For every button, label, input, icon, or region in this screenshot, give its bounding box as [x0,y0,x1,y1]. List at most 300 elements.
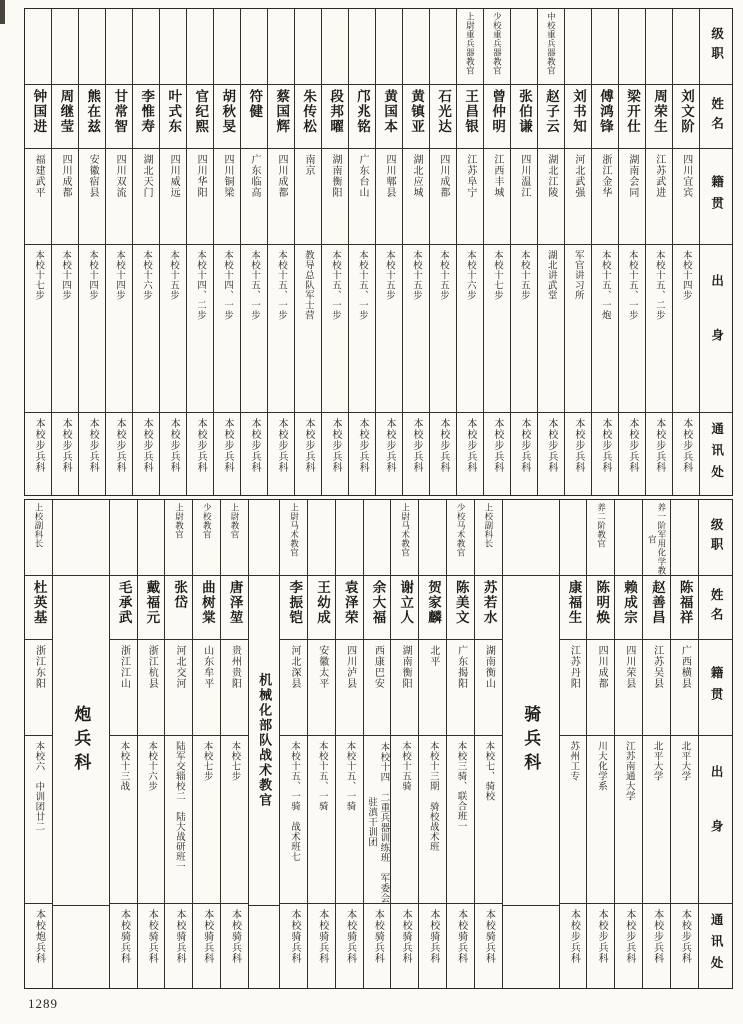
person-name-cell [419,576,446,640]
person-origin-cell [322,245,348,413]
person-origin-cell [280,736,307,904]
person-native-cell [308,640,335,736]
person-address-cell-text: 本校步兵科 [168,418,180,473]
person-native-cell-text: 广西横县 [679,645,691,689]
person-origin-cell [565,245,591,413]
person-origin-cell [430,245,456,413]
person-name-cell-text: 胡秋旻 [220,89,236,134]
person-address-cell-text: 本校步兵科 [568,909,580,964]
person-rank-cell [52,9,78,85]
person-origin-cell [615,736,642,904]
person-column [213,9,240,495]
person-name-cell-text: 陈福祥 [677,580,693,625]
person-rank-cell [79,9,105,85]
person-column [446,500,474,988]
section-label [249,576,280,906]
person-address-cell [138,904,165,986]
person-address-cell [322,413,348,495]
person-name-cell-text: 刘文阶 [678,89,694,134]
person-address-cell [430,413,456,495]
person-name-cell-text: 梁开仕 [624,89,640,134]
person-address-cell [133,413,159,495]
person-native-cell-text: 浙江金华 [599,154,611,198]
person-address-cell [308,904,335,986]
person-name-cell-text: 曲树棠 [199,580,215,625]
person-origin-cell [646,245,672,413]
person-native-cell-text: 四川荣县 [623,645,635,689]
person-name-cell [295,85,321,149]
person-name-cell-text: 苏若水 [481,580,497,625]
person-rank-cell [619,9,645,85]
person-native-cell-text: 贵州贵阳 [229,645,241,689]
person-origin-cell-text: 本校十五、一步 [275,250,286,320]
person-address-cell-text: 本校步兵科 [303,418,314,473]
person-address-cell-text: 本校步兵科 [410,418,422,473]
person-native-cell [221,640,248,736]
person-rank-cell-text: 少校教官 [202,503,213,539]
person-origin-cell [241,245,267,413]
person-origin-cell [193,736,220,904]
person-address-cell-text: 本校步兵科 [599,418,611,473]
person-origin-cell-text: 本校十六步 [146,741,157,791]
person-column [429,9,456,495]
person-origin-cell [403,245,429,413]
person-rank-cell [673,9,699,85]
person-name-cell-text: 陈明焕 [594,580,610,625]
person-native-cell [419,640,446,736]
person-column [642,500,670,988]
person-native-cell [187,149,213,245]
person-name-cell [193,576,220,640]
person-origin-cell-text: 本校十五、一骑 战术班七 [288,741,299,862]
person-address-cell-text: 本校步兵科 [545,418,557,473]
roster-table-top [24,8,733,496]
person-origin-cell-text: 本校十七步 [491,250,502,300]
person-column [159,9,186,495]
person-address-cell-text: 本校骑兵科 [118,909,130,964]
person-address-cell [403,413,429,495]
person-rank-cell [308,500,335,576]
person-address-cell [457,413,483,495]
section-label-text: 炮兵科 [71,704,91,777]
person-name-cell [457,85,483,149]
person-native-cell-text: 广东临高 [249,154,261,198]
person-name-cell-text: 曾仲明 [490,89,506,134]
person-column [335,500,363,988]
person-rank-cell [511,9,537,85]
person-rank-cell [268,9,294,85]
section-address-cell [249,906,280,988]
person-column [375,9,402,495]
person-address-cell-text: 本校步兵科 [276,418,288,473]
person-origin-cell-text: 本校十三战 [118,741,129,791]
person-origin-cell [187,245,213,413]
person-native-cell-text: 四川泸县 [344,645,356,689]
person-rank-cell [214,9,240,85]
header-label-address [699,904,732,986]
header-label-origin-text: 出身 [709,274,724,383]
header-label-name [699,576,732,640]
person-origin-cell [560,736,587,904]
person-name-cell [560,576,587,640]
person-origin-cell-text: 本校十四、二步 [194,250,205,320]
person-origin-cell [214,245,240,413]
person-rank-cell-text: 上校副科长 [483,503,494,548]
person-address-cell-text: 本校步兵科 [572,418,584,473]
person-name-cell-text: 钟国进 [31,89,47,134]
person-origin-cell-text: 本校十三期 骑校战术班 [427,741,438,852]
person-name-cell-text: 李惟寿 [139,89,155,134]
person-name-cell [349,85,375,149]
person-native-cell [280,640,307,736]
person-origin-cell-text: 本校十四、一步 [221,250,232,320]
person-native-cell [193,640,220,736]
header-label-rank-text: 级职 [709,27,724,66]
roster-table-bottom [24,499,733,989]
person-native-cell-text: 西康巴安 [372,645,384,689]
person-native-cell [106,149,132,245]
person-address-cell-text: 本校步兵科 [356,418,368,473]
person-address-cell-text: 本校步兵科 [437,418,449,473]
person-name-cell [280,576,307,640]
person-native-cell [619,149,645,245]
person-rank-cell [364,500,391,576]
person-origin-cell [484,245,510,413]
person-address-cell [336,904,363,986]
person-column [164,500,192,988]
person-address-cell-text: 本校步兵科 [464,418,476,473]
person-address-cell [280,904,307,986]
person-name-cell [587,576,614,640]
person-name-cell [364,576,391,640]
section-label [503,576,559,906]
person-origin-cell [538,245,564,413]
person-name-cell-text: 赖成宗 [622,580,638,625]
person-address-cell-text: 本校步兵科 [623,909,635,964]
person-name-cell-text: 谢立人 [398,580,414,625]
person-native-cell-text: 南京 [303,154,314,176]
person-address-cell-text: 本校骑兵科 [400,909,412,964]
person-rank-cell [160,9,186,85]
person-name-cell-text: 傅鸿锋 [598,89,613,134]
person-name-cell-text: 邝兆铭 [355,89,371,134]
person-address-cell-text: 本校步兵科 [383,418,395,473]
person-name-cell-text: 叶式东 [166,89,182,134]
person-native-cell [538,149,564,245]
person-name-cell [643,576,670,640]
person-origin-cell [138,736,165,904]
person-rank-cell [295,9,321,85]
person-origin-cell-text: 本校十五骑 [400,741,411,791]
person-column [559,500,587,988]
person-rank-cell-text: 上尉教官 [230,503,241,539]
person-column [192,500,220,988]
person-name-cell [376,85,402,149]
person-column [672,9,699,495]
person-origin-cell [511,245,537,413]
person-column [348,9,375,495]
person-native-cell-text: 江苏武进 [653,154,665,198]
person-rank-cell [457,9,483,85]
person-native-cell [565,149,591,245]
header-column [698,500,732,988]
person-rank-cell [165,500,192,576]
person-origin-cell [79,245,105,413]
person-native-cell-text: 四川成都 [60,154,72,198]
person-address-cell-text: 本校步兵科 [680,418,692,473]
person-origin-cell [673,245,699,413]
person-name-cell [268,85,294,149]
person-address-cell-text: 本校骑兵科 [289,909,301,964]
section-column [52,500,109,988]
person-origin-cell-text: 本校十五步 [168,250,178,300]
person-address-cell [349,413,375,495]
person-address-cell [193,904,220,986]
person-native-cell-text: 湖北天门 [141,154,153,198]
person-origin-cell-text: 本校十七步 [33,250,44,300]
person-origin-cell [308,736,335,904]
person-column [186,9,213,495]
person-origin-cell-text: 苏州工专 [568,741,579,781]
person-column [25,500,52,988]
person-native-cell [457,149,483,245]
roster-tables [24,8,733,989]
person-name-cell [447,576,474,640]
person-name-cell [241,85,267,149]
person-address-cell-text: 本校骑兵科 [483,909,495,964]
header-label-address-text: 通讯处 [709,912,724,978]
person-origin-cell-text: 江苏南通大学 [623,741,634,801]
person-address-cell-text: 本校步兵科 [626,418,638,473]
person-native-cell-text: 四川成都 [596,645,608,689]
person-rank-cell [447,500,474,576]
person-address-cell [295,413,321,495]
person-name-cell [221,576,248,640]
person-address-cell [364,904,391,986]
person-native-cell [25,149,51,245]
person-address-cell [673,413,699,495]
person-address-cell [643,904,670,986]
person-rank-cell-text: 上校副科长 [34,503,44,548]
person-address-cell [565,413,591,495]
person-native-cell [447,640,474,736]
page-number: 1289 [28,996,58,1011]
section-rank-cell [503,500,559,576]
person-name-cell-text: 赵子云 [544,89,560,134]
person-native-cell-text: 江苏阜宁 [464,154,476,198]
person-native-cell [52,149,78,245]
person-column [474,500,502,988]
person-column [390,500,418,988]
person-origin-cell [587,736,614,904]
person-name-cell-text: 周荣生 [651,89,667,134]
person-address-cell-text: 本校步兵科 [596,909,608,964]
person-origin-cell [25,736,52,904]
person-rank-cell-text: 上尉教官 [174,503,185,539]
person-name-cell [106,85,132,149]
person-rank-cell [138,500,165,576]
section-address-cell [503,906,559,988]
person-origin-cell [364,736,391,904]
person-origin-cell [457,245,483,413]
person-name-cell [322,85,348,149]
person-native-cell-text: 湖北江陵 [545,154,557,198]
person-origin-cell [391,736,418,904]
person-address-cell-text: 本校步兵科 [33,418,45,473]
header-label-native [699,640,732,736]
person-name-cell-text: 王幼成 [314,580,330,625]
person-name-cell-text: 毛承武 [116,580,132,625]
person-rank-cell [538,9,564,85]
header-label-origin [699,736,732,904]
person-native-cell-text: 湖南衡阳 [400,645,412,689]
person-name-cell [592,85,618,149]
person-native-cell [615,640,642,736]
person-column [307,500,335,988]
person-origin-cell [447,736,474,904]
person-name-cell-text: 张伯谦 [517,89,533,134]
person-native-cell [336,640,363,736]
person-rank-cell [430,9,456,85]
person-rank-cell [349,9,375,85]
person-name-cell-text: 唐泽堃 [227,580,243,625]
person-rank-cell-text: 上尉马术教官 [289,503,300,557]
person-origin-cell [643,736,670,904]
person-native-cell-text: 北平 [427,645,439,667]
section-column [502,500,559,988]
person-rank-cell [187,9,213,85]
person-column [483,9,510,495]
person-rank-cell [592,9,618,85]
person-name-cell [511,85,537,149]
person-address-cell [165,904,192,986]
person-native-cell-text: 河北武强 [572,154,584,198]
person-column [25,9,51,495]
person-column [363,500,391,988]
person-origin-cell-text: 本校十四步 [87,250,98,300]
person-native-cell-text: 安徽宿县 [87,154,99,198]
person-native-cell-text: 安徽太平 [316,645,328,689]
person-origin-cell [475,736,502,904]
person-native-cell-text: 四川宜宾 [680,154,692,198]
person-rank-cell [241,9,267,85]
person-address-cell [484,413,510,495]
person-name-cell [538,85,564,149]
person-rank-cell [643,500,670,576]
person-origin-cell-text: 本校十五步 [518,250,529,300]
person-origin-cell-text: 陆军交辎校二 陆大战研班一 [173,741,184,872]
person-native-cell [133,149,159,245]
person-origin-cell-text: 本校十五、一炮 [599,250,610,320]
person-name-cell-text: 贺家麟 [426,580,442,625]
person-name-cell-text: 康福生 [566,580,582,625]
person-rank-cell [671,500,698,576]
person-origin-cell-text: 本校六 中训团廿二 [33,741,44,832]
person-origin-cell-text: 湖北讲武堂 [545,250,556,300]
person-native-cell-text: 浙江东阳 [33,645,45,689]
section-label-text: 机械化部队战术教官 [257,673,273,808]
section-column [248,500,280,988]
person-name-cell-text: 张岱 [172,580,188,610]
person-origin-cell [336,736,363,904]
person-rank-cell-text: 少校马术教官 [456,503,467,557]
person-origin-cell [619,245,645,413]
person-address-cell-text: 本校步兵科 [651,909,663,964]
person-address-cell [646,413,672,495]
person-address-cell [25,413,51,495]
person-address-cell [592,413,618,495]
person-native-cell-text: 湖南衡阳 [329,154,341,198]
person-origin-cell [349,245,375,413]
person-column [78,9,105,495]
person-address-cell [560,904,587,986]
person-name-cell [403,85,429,149]
person-column [279,500,307,988]
person-address-cell [221,904,248,986]
person-name-cell-text: 赵善昌 [649,580,665,625]
person-origin-cell [268,245,294,413]
person-address-cell-text: 本校步兵科 [60,418,72,473]
person-name-cell [308,576,335,640]
person-address-cell [587,904,614,986]
person-native-cell [364,640,391,736]
person-address-cell [447,904,474,986]
person-address-cell-text: 本校步兵科 [679,909,691,964]
person-rank-cell-text: 上尉重兵器教官 [465,12,476,75]
person-origin-cell-text: 本校十四步 [680,250,691,300]
person-native-cell-text: 福建武平 [33,154,45,198]
person-column [220,500,248,988]
person-address-cell-text: 本校步兵科 [653,418,665,473]
person-origin-cell-text: 本校十四步 [60,250,71,300]
person-name-cell [110,576,137,640]
person-address-cell-text: 本校炮兵科 [33,909,45,964]
person-address-cell [268,413,294,495]
header-label-rank [699,500,732,576]
section-address-cell [53,906,109,988]
person-address-cell [110,904,137,986]
person-native-cell-text: 四川郫县 [383,154,395,198]
person-address-cell-text: 本校步兵科 [491,418,503,473]
person-column [537,9,564,495]
person-address-cell [615,904,642,986]
person-origin-cell [106,245,132,413]
person-address-cell-text: 本校步兵科 [222,418,234,473]
person-native-cell-text: 四川铜梁 [222,154,234,198]
person-name-cell [619,85,645,149]
person-name-cell [475,576,502,640]
person-native-cell [322,149,348,245]
person-rank-cell [587,500,614,576]
header-label-native-text: 籍贯 [709,666,724,709]
header-label-address-text: 通讯处 [709,421,724,487]
person-column [670,500,698,988]
person-origin-cell [52,245,78,413]
person-native-cell [587,640,614,736]
person-native-cell [214,149,240,245]
person-rank-cell [560,500,587,576]
person-address-cell [376,413,402,495]
person-name-cell-text: 陈美文 [453,580,469,625]
person-origin-cell [376,245,402,413]
person-name-cell [133,85,159,149]
section-rank-cell [249,500,280,576]
person-origin-cell-text: 本校十四步 [114,250,125,300]
person-rank-cell [25,500,52,576]
person-address-cell [391,904,418,986]
person-name-cell [52,85,78,149]
person-origin-cell-text: 教导总队军士营 [302,250,313,320]
